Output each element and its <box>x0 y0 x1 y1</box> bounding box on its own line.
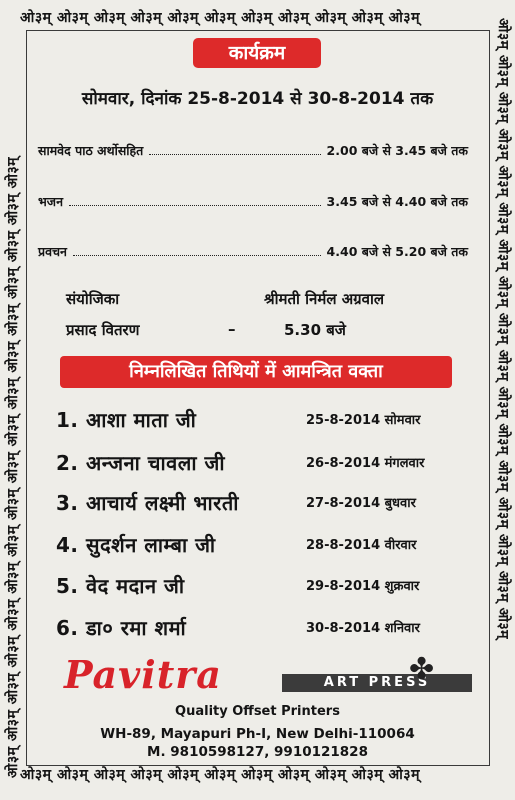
speaker-name: 6. डा० रमा शर्मा <box>56 615 187 640</box>
printer-address: WH-89, Mayapuri Ph-I, New Delhi-110064 <box>100 726 415 742</box>
speaker-date: 27-8-2014 बुधवार <box>306 496 416 511</box>
speaker-date: 26-8-2014 मंगलवार <box>306 456 425 471</box>
coordinator-name: श्रीमती निर्मल अग्रवाल <box>264 290 385 308</box>
printer-phone: M. 9810598127, 9910121828 <box>147 744 368 760</box>
speaker-date: 29-8-2014 शुक्रवार <box>306 579 420 594</box>
speaker-date: 25-8-2014 सोमवार <box>306 413 421 428</box>
speaker-name: 2. अन्जना चावला जी <box>56 450 226 475</box>
dotted-leader <box>149 154 320 155</box>
printer-logo <box>64 650 444 698</box>
speaker-row <box>56 529 476 559</box>
speaker-row <box>56 612 476 642</box>
programme-title: कार्यक्रम <box>193 38 321 68</box>
flower-icon: ✤ <box>409 652 435 687</box>
speaker-row <box>56 447 476 477</box>
coordinator-label: संयोजिका <box>66 290 120 308</box>
invited-speakers-heading: निम्नलिखित तिथियों में आमन्त्रित वक्ता <box>60 356 452 388</box>
om-border-bottom: ओ३म् ओ३म् ओ३म् ओ३म् ओ३म् ओ३म् ओ३म् ओ३म् ओ३म् ओ३म् ओ३म् <box>20 767 420 783</box>
programme-row <box>38 188 468 210</box>
dotted-leader <box>73 255 321 256</box>
speaker-name: 3. आचार्य लक्ष्मी भारती <box>56 490 239 515</box>
programme-row <box>38 238 468 260</box>
date-range: सोमवार, दिनांक 25-8-2014 से 30-8-2014 तक <box>81 89 434 109</box>
prasad-dash: – <box>228 320 236 338</box>
speaker-row <box>56 487 476 517</box>
om-border-left: ओ३म् ओ३म् ओ३म् ओ३म् ओ३म् ओ३म् ओ३म् ओ३म् ओ३म् ओ३म् ओ३म् ओ३म् ओ३म् ओ३म् ओ३म् ओ३म् ओ३म् <box>5 156 21 778</box>
om-border-top: ओ३म् ओ३म् ओ३म् ओ३म् ओ३म् ओ३म् ओ३म् ओ३म् ओ३म् ओ३म् ओ३म् <box>20 10 420 26</box>
prasad-time: 5.30 बजे <box>284 321 346 339</box>
programme-name: प्रवचन <box>38 244 67 259</box>
speaker-name: 4. सुदर्शन लाम्बा जी <box>56 532 216 557</box>
programme-time: 2.00 बजे से 3.45 बजे तक <box>326 143 468 158</box>
dotted-leader <box>69 205 321 206</box>
speaker-date: 30-8-2014 शनिवार <box>306 621 420 636</box>
programme-time: 4.40 बजे से 5.20 बजे तक <box>326 244 468 259</box>
speaker-date: 28-8-2014 वीरवार <box>306 538 417 553</box>
speaker-name: 5. वेद मदान जी <box>56 573 185 598</box>
prasad-label: प्रसाद वितरण <box>66 321 140 339</box>
programme-name: सामवेद पाठ अर्थोसहित <box>38 143 144 158</box>
programme-row <box>38 137 468 159</box>
speaker-row <box>56 570 476 600</box>
printer-tagline: Quality Offset Printers <box>175 704 340 719</box>
speaker-row <box>56 404 476 434</box>
programme-time: 3.45 बजे से 4.40 बजे तक <box>326 194 468 209</box>
programme-name: भजन <box>38 194 64 209</box>
printer-name: Pavitra <box>64 652 222 697</box>
om-border-right: ओ३म् ओ३म् ओ३म् ओ३म् ओ३म् ओ३म् ओ३म् ओ३म् ओ३म् ओ३म् ओ३म् ओ३म् ओ३म् ओ३म् ओ३म् ओ३म् ओ३म् <box>495 18 511 640</box>
speaker-name: 1. आशा माता जी <box>56 407 197 432</box>
art-press-label: ART PRESS <box>282 674 472 692</box>
